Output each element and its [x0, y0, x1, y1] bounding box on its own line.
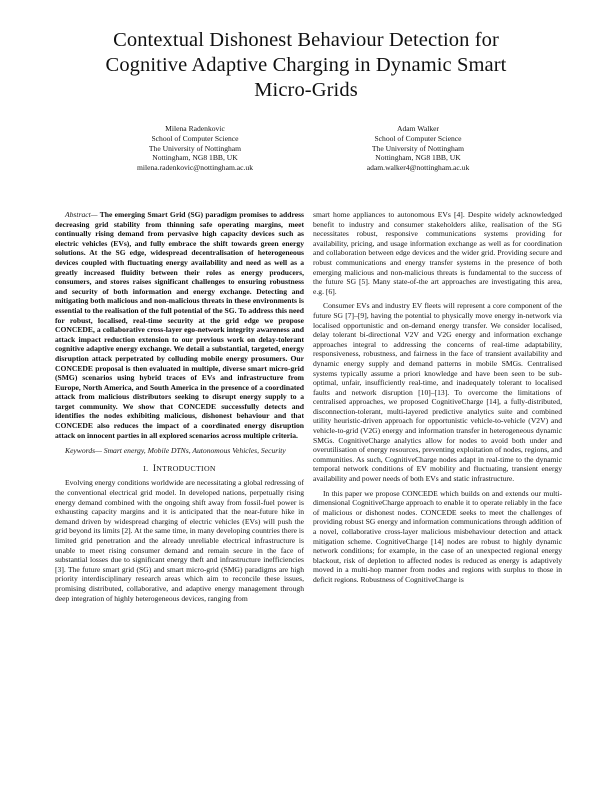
- author-name: Adam Walker: [396, 124, 440, 133]
- title-line: Cognitive Adaptive Charging in Dynamic Smart: [105, 54, 507, 76]
- section-heading-introduction: [55, 464, 304, 474]
- body-paragraph: smart home appliances to autonomous EVs [4]. Despite widely acknowledged benefit to industry and consumer stakeholders alike, realisation of the SG necessitates robust, responsive communications systems providing for availability, pricing, and usage information exchange as well as for coordination and collaboration between edge devices and the wider grid. Providing secure and robust communications and energy transfer systems in the presence of both emerging malicious and non-malicious threats is fundamental to the success of the future SG [5]. Many state-of-the art approaches are investigating this area, e.g. [6].: [313, 210, 562, 296]
- author-block-2: [308, 124, 528, 173]
- author-city: Nottingham, NG8 1BB, UK: [152, 153, 238, 163]
- title-line: Micro-Grids: [254, 79, 358, 101]
- keywords-text: Smart energy, Mobile DTNs, Autonomous Vehicles, Security: [103, 446, 286, 456]
- author-dept: School of Computer Science: [374, 133, 462, 143]
- body-paragraph: Consumer EVs and industry EV fleets will represent a core component of the future SG [7]–[9], having the potential to physically move energy in-network via localised opportunistic and on-demand energy transfer. We consider localised, delay tolerant bi-directional V2V and V2G energy and information exchange approaches integral to addressing the concerns of real-time adaptability, responsiveness, robustness, and fairness in the face of transient availability and dynamic energy supply and demand patterns in mobile SMGs. Centralised systems typically assume a priori knowledge and have been seen to be sub-optimal, unfair, insufficiently real-time, and inadequately tolerant to localised faults and network disruption [10]–[13]. To overcome the limitations of centralised approaches, we proposed CognitiveCharge [14], a fully-distributed, disconnection-tolerant, multi-layered predictive analytics suite and combined utility heuristic-driven approach for opportunistic vehicle-to-vehicle (V2V) and vehicle-to-grid (V2G) energy and information transfer in heterogeneous dynamic SMGs. CognitiveCharge analytics allow for nodes to avoid both under and overutilisation of energy resources, preventing exploitation of nodes, regions, and communities. As such, CognitiveCharge nodes adapt in real-time to the dynamic temporal network conditions of EV mobility and fluctuating, transient energy availability and power needs of both EVs and static infrastructure.: [313, 301, 562, 484]
- author-university: The University of Nottingham: [148, 143, 242, 153]
- author-university: The University of Nottingham: [371, 143, 465, 153]
- abstract-text: The emerging Smart Grid (SG) paradigm promises to address decreasing grid stability from thinning safe operating margins, meet continually rising demand from pervasive high capacity devices such as electric vehicles (EVs), and fully embrace the shift towards green energy solutions. At the SG edge, widespread decentralisation of heterogeneous devices coupled with fluctuating energy availability and need as well as a greatly increased fluidity between their roles as energy producers, consumers, and stores raises significant challenges to ensuring robustness and security of both information and energy exchange. Detecting and mitigating both malicious and non-malicious threats in these environments is essential to the realisation of the full potential of the SG. To address this need for robust, localised, real-time security at the grid edge we propose CONCEDE, a collaborative cross-layer ego-network integrity awareness and attack impact reduction extension to our previous work on delay-tolerant cognitive adaptive energy exchange. We detail a substantial, targeted, energy disruption attack perpetrated by colluding mobile energy prosumers. Our CONCEDE proposal is then evaluated in multiple, diverse smart micro-grid (SMG) scenarios using hybrid traces of EVs and infrastructure from Europe, North America, and South America in the presence of a coordinated attack from malicious distributors seeking to disrupt energy supply to a target community. We show that CONCEDE successfully detects and identifies the nodes exhibiting malicious, dishonest behaviour and that CONCEDE also reduces the impact of a coordinated energy disruption attack on innocent parties in all explored scenarios across multiple criteria.: [55, 210, 304, 440]
- abstract: [55, 210, 304, 440]
- section-title-rest: NTRODUCTION: [156, 463, 216, 473]
- author-block-1: [85, 124, 305, 173]
- section-numeral: I.: [143, 463, 149, 473]
- author-name: Milena Radenkovic: [165, 124, 225, 133]
- abstract-label: Abstract—: [65, 210, 98, 219]
- left-column: [55, 210, 304, 608]
- paper-title: [60, 28, 552, 103]
- title-line: Contextual Dishonest Behaviour Detection for: [113, 29, 499, 51]
- author-dept: School of Computer Science: [151, 133, 239, 143]
- author-email: adam.walker4@nottingham.ac.uk: [366, 163, 470, 173]
- author-email: milena.radenkovic@nottingham.ac.uk: [136, 163, 253, 173]
- section-title-cap: I: [152, 462, 157, 473]
- body-paragraph: Evolving energy conditions worldwide are necessitating a global redressing of the conventional electrical grid model. In developed nations, perpetually rising energy demand combined with the ongoing shift away from fossil-fuel power is exhausting capacity margins and it is anticipated that the near-future hike in demand driven by widespread charging of electric vehicles (EVs) will push the grid beyond its limits [2]. At the same time, in many developing countries there is limited grid penetration and the already unreliable electrical infrastructure is unable to meet rising consumer demand and remain secure in the face of substantial losses due to significant energy theft and infrastructure inefficiencies [3]. The future smart grid (SG) and smart micro-grid (SMG) paradigms are high priority interdisciplinary research areas which aim to reconcile these issues, promising distributed, collaborative, and adaptive energy management through deep integration of highly heterogeneous devices, ranging from: [55, 478, 304, 603]
- body-paragraph: In this paper we propose CONCEDE which builds on and extends our multi-dimensional CognitiveCharge approach to enable it to operate reliably in the face of malicious or dishonest nodes. CONCEDE seeks to meet the challenges of providing robust SG energy and information communications through addition of a novel, collaborative cross-layer malicious misbehaviour detection and attack mitigation scheme. CognitiveCharge [14] nodes are robust to highly dynamic network conditions; for example, in the case of an unexpected regional energy blackout, risk of depletion to affected nodes is reduced as energy is adaptively moved in a multi-hop manner from nodes and regions with surplus to those in deficit regions. Robustness of CognitiveCharge is: [313, 488, 562, 584]
- author-city: Nottingham, NG8 1BB, UK: [375, 153, 461, 163]
- keywords-label: Keywords—: [65, 446, 102, 456]
- keywords: [55, 446, 304, 456]
- right-column: [313, 210, 562, 590]
